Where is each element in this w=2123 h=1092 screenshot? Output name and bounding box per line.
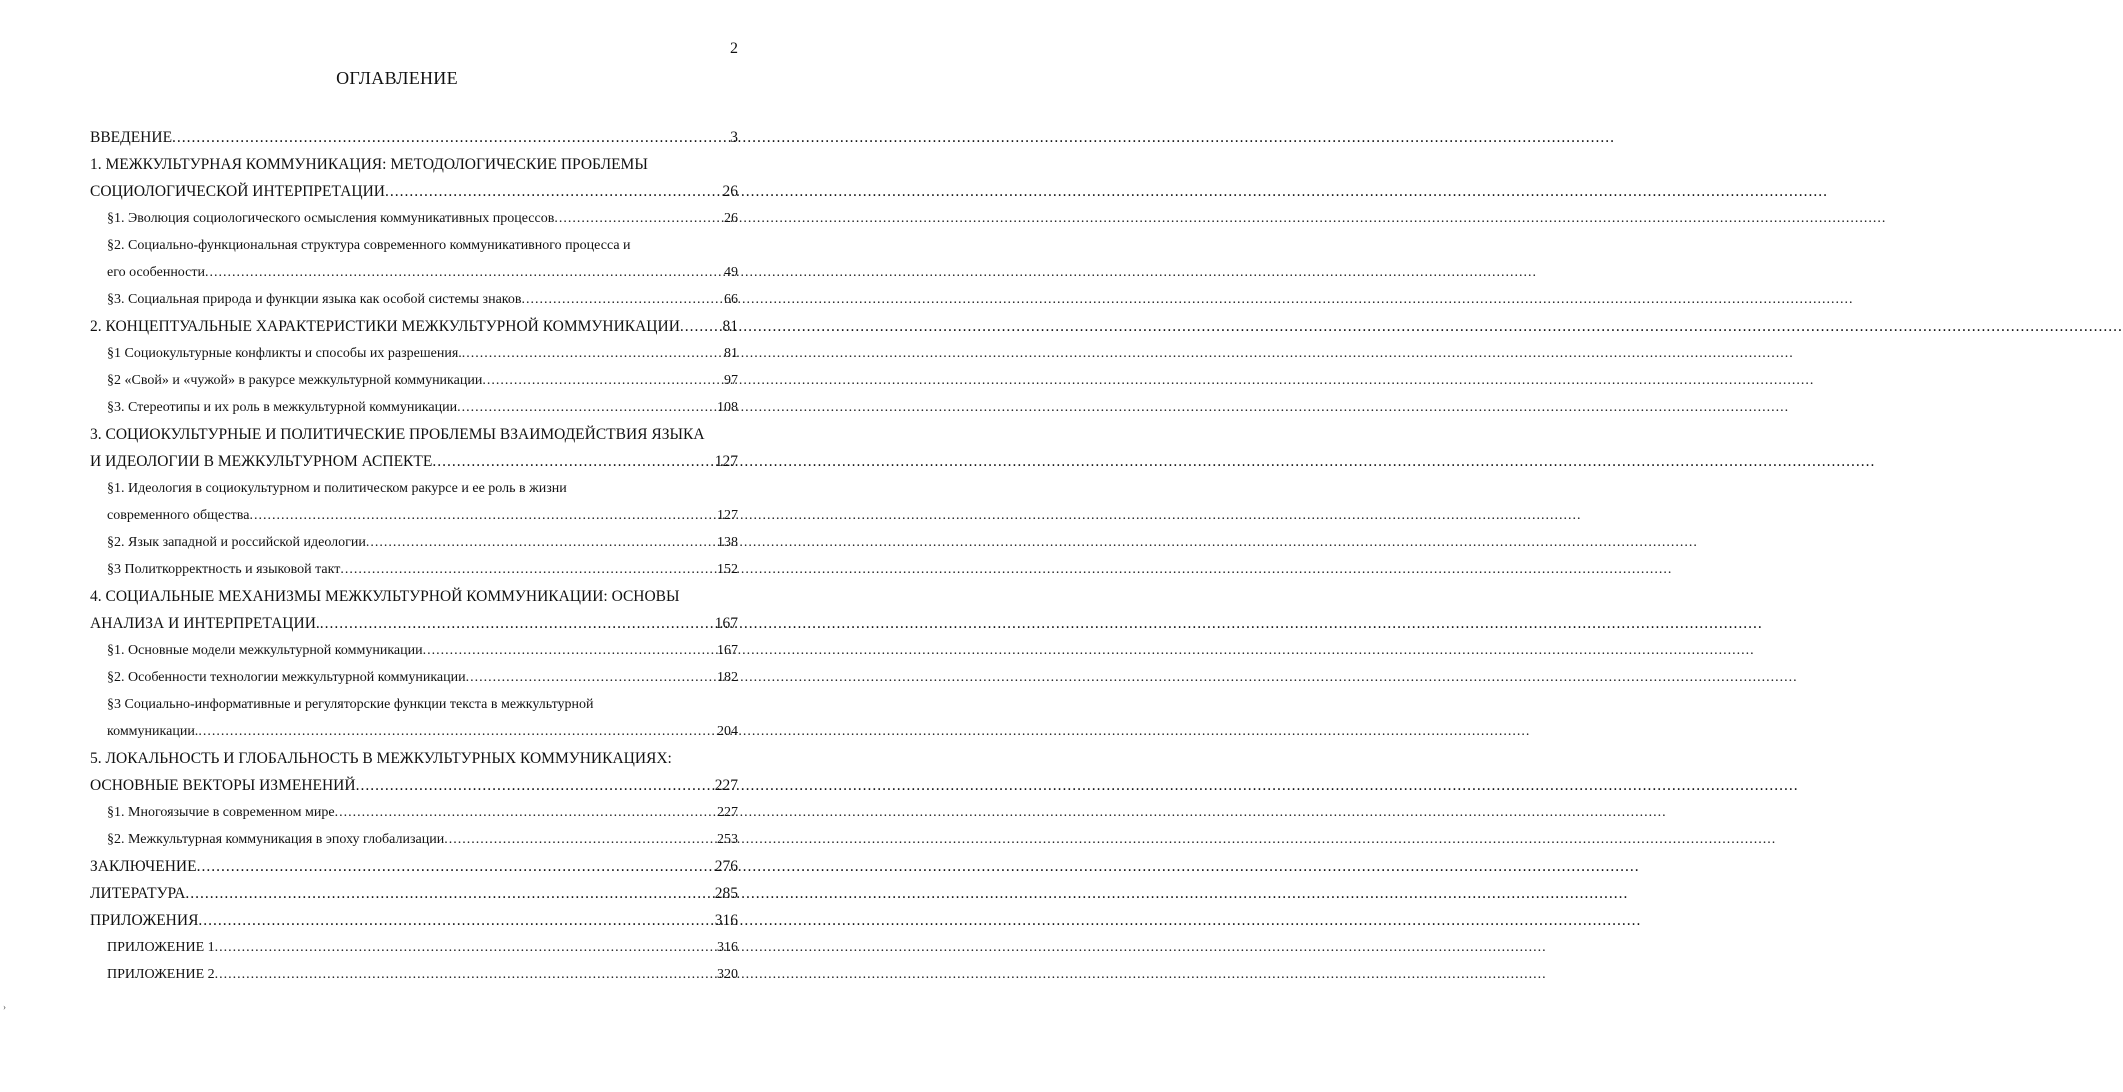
toc-entry-literature[interactable]	[90, 880, 738, 907]
dot-leader	[554, 205, 723, 232]
toc-entry-title: §3. Стереотипы и их роль в межкультурной коммуникации	[107, 400, 458, 415]
table-of-contents	[90, 124, 738, 988]
dot-leader	[320, 610, 714, 637]
dot-leader	[385, 178, 722, 205]
toc-entry-title-line2: СОЦИОЛОГИЧЕСКОЙ ИНТЕРПРЕТАЦИИ	[90, 183, 385, 200]
toc-entry-title-line2: его особенности	[107, 265, 205, 280]
toc-entry-ch4-section-1[interactable]	[107, 637, 738, 664]
toc-page-number: 316	[717, 940, 738, 955]
toc-page-number: 276	[714, 858, 738, 875]
toc-page-number: 127	[714, 453, 738, 470]
toc-page-number: 227	[717, 805, 738, 820]
dot-leader	[366, 529, 716, 556]
dot-leader	[462, 340, 723, 367]
toc-page-number: 81	[724, 346, 738, 361]
toc-page-number: 49	[724, 265, 738, 280]
toc-entry-title: §1. Многоязычие в современном мире	[107, 805, 335, 820]
dot-leader	[482, 367, 723, 394]
toc-entry-title: ПРИЛОЖЕНИЕ 1	[107, 940, 215, 955]
toc-entry-ch1-section-1[interactable]	[107, 205, 738, 232]
toc-entry-title: §2 «Свой» и «чужой» в ракурсе межкультурной коммуникации	[107, 373, 483, 388]
toc-entry-title-line1: 5. ЛОКАЛЬНОСТЬ И ГЛОБАЛЬНОСТЬ В МЕЖКУЛЬТУРНЫХ КОММУНИКАЦИЯХ:	[90, 750, 672, 767]
toc-entry-ch5-section-2[interactable]	[107, 826, 738, 853]
dot-leader	[432, 448, 713, 475]
dot-leader	[172, 124, 729, 151]
toc-entry-title-line2: АНАЛИЗА И ИНТЕРПРЕТАЦИИ.	[90, 615, 320, 632]
toc-page-number: 182	[717, 670, 738, 685]
page-title: ОГЛАВЛЕНИЕ	[336, 68, 458, 88]
toc-entry-title-line1: §3 Социально-информативные и регуляторские функции текста в межкультурной	[107, 697, 594, 712]
toc-entry-title-line2: И ИДЕОЛОГИИ В МЕЖКУЛЬТУРНОМ АСПЕКТЕ	[90, 453, 433, 470]
toc-page-number: 108	[717, 400, 738, 415]
toc-entry-chapter-2[interactable]	[90, 313, 738, 340]
toc-entry-title-line2: ОСНОВНЫЕ ВЕКТОРЫ ИЗМЕНЕНИЙ	[90, 777, 356, 794]
toc-entry-chapter-1[interactable]	[90, 151, 738, 205]
toc-page-number: 3	[730, 129, 738, 146]
dot-leader	[249, 502, 716, 529]
toc-entry-ch5-section-1[interactable]	[107, 799, 738, 826]
toc-entry-introduction[interactable]	[90, 124, 738, 151]
dot-leader	[466, 664, 716, 691]
toc-entry-title: 2. КОНЦЕПТУАЛЬНЫЕ ХАРАКТЕРИСТИКИ МЕЖКУЛЬТУРНОЙ КОММУНИКАЦИИ	[90, 318, 680, 335]
toc-entry-title: ЗАКЛЮЧЕНИЕ	[90, 858, 197, 875]
toc-entry-title: ЛИТЕРАТУРА	[90, 885, 186, 902]
toc-entry-title-line1: 4. СОЦИАЛЬНЫЕ МЕХАНИЗМЫ МЕЖКУЛЬТУРНОЙ КОММУНИКАЦИИ: ОСНОВЫ	[90, 588, 680, 605]
dot-leader	[423, 637, 716, 664]
toc-page-number: 26	[722, 183, 738, 200]
toc-page-number: 152	[717, 562, 738, 577]
toc-entry-ch1-section-2[interactable]	[107, 232, 738, 286]
toc-page-number: 66	[724, 292, 738, 307]
toc-entry-chapter-5[interactable]	[90, 745, 738, 799]
dot-leader	[680, 313, 722, 340]
toc-entry-title: §1. Основные модели межкультурной коммуникации	[107, 643, 423, 658]
toc-entry-appendices[interactable]	[90, 907, 738, 934]
dot-leader	[457, 394, 716, 421]
dot-leader	[335, 799, 716, 826]
toc-page-number: 138	[717, 535, 738, 550]
dot-leader	[198, 718, 716, 745]
toc-entry-appendix-1[interactable]	[107, 934, 738, 961]
toc-entry-title-line1: 3. СОЦИОКУЛЬТУРНЫЕ И ПОЛИТИЧЕСКИЕ ПРОБЛЕМЫ ВЗАИМОДЕЙСТВИЯ ЯЗЫКА	[90, 426, 705, 443]
document-page	[0, 0, 794, 1092]
toc-entry-title-line1: §2. Социально-функциональная структура современного коммуникативного процесса и	[107, 238, 631, 253]
toc-page-number: 97	[724, 373, 738, 388]
toc-entry-title: §2. Особенности технологии межкультурной коммуникации	[107, 670, 466, 685]
toc-entry-ch3-section-2[interactable]	[107, 529, 738, 556]
toc-entry-title: §1. Эволюция социологического осмысления коммуникативных процессов	[107, 211, 555, 226]
dot-leader	[215, 934, 716, 961]
dot-leader	[522, 286, 724, 313]
toc-entry-ch4-section-2[interactable]	[107, 664, 738, 691]
toc-entry-appendix-2[interactable]	[107, 961, 738, 988]
toc-entry-ch3-section-1[interactable]	[107, 475, 738, 529]
dot-leader	[197, 853, 714, 880]
dot-leader	[205, 259, 723, 286]
page-number: 2	[730, 40, 738, 57]
dot-leader	[340, 556, 716, 583]
toc-page-number: 204	[717, 724, 738, 739]
toc-entry-ch2-section-1[interactable]	[107, 340, 738, 367]
dot-leader	[198, 907, 713, 934]
toc-entry-title: §3 Политкорректность и языковой такт	[107, 562, 341, 577]
toc-page-number: 320	[717, 967, 738, 982]
toc-entry-ch1-section-3[interactable]	[107, 286, 738, 313]
toc-entry-conclusion[interactable]	[90, 853, 738, 880]
toc-entry-ch4-section-3[interactable]	[107, 691, 738, 745]
toc-entry-title-line1: 1. МЕЖКУЛЬТУРНАЯ КОММУНИКАЦИЯ: МЕТОДОЛОГИЧЕСКИЕ ПРОБЛЕМЫ	[90, 156, 648, 173]
toc-page-number: 167	[714, 615, 738, 632]
toc-entry-title: §1 Социокультурные конфликты и способы их разрешения.	[107, 346, 462, 361]
toc-page-number: 81	[722, 318, 738, 335]
toc-entry-title: §3. Социальная природа и функции языка как особой системы знаков	[107, 292, 522, 307]
dot-leader	[444, 826, 716, 853]
toc-entry-title-line1: §1. Идеология в социокультурном и политическом ракурсе и ее роль в жизни	[107, 481, 567, 496]
toc-page-number: 167	[717, 643, 738, 658]
toc-page-number: 285	[714, 885, 738, 902]
toc-entry-ch2-section-2[interactable]	[107, 367, 738, 394]
toc-entry-title: ВВЕДЕНИЕ	[90, 129, 173, 146]
toc-entry-chapter-3[interactable]	[90, 421, 738, 475]
toc-entry-title: ПРИЛОЖЕНИЯ	[90, 912, 199, 929]
toc-page-number: 127	[717, 508, 738, 523]
toc-page-number: 253	[717, 832, 738, 847]
toc-page-number: 316	[714, 912, 738, 929]
dot-leader	[185, 880, 713, 907]
toc-entry-title: ПРИЛОЖЕНИЕ 2	[107, 967, 215, 982]
dot-leader	[215, 961, 716, 988]
toc-entry-chapter-4[interactable]	[90, 583, 738, 637]
toc-entry-title-line2: коммуникации.	[107, 724, 199, 739]
scan-artifact-mark: ›	[3, 1002, 6, 1012]
toc-entry-title: §2. Язык западной и российской идеологии	[107, 535, 366, 550]
toc-page-number: 26	[724, 211, 738, 226]
toc-entry-title-line2: современного общества	[107, 508, 250, 523]
toc-entry-ch3-section-3[interactable]	[107, 556, 738, 583]
toc-entry-ch2-section-3[interactable]	[107, 394, 738, 421]
toc-entry-title: §2. Межкультурная коммуникация в эпоху глобализации	[107, 832, 445, 847]
dot-leader	[356, 772, 714, 799]
toc-page-number: 227	[714, 777, 738, 794]
